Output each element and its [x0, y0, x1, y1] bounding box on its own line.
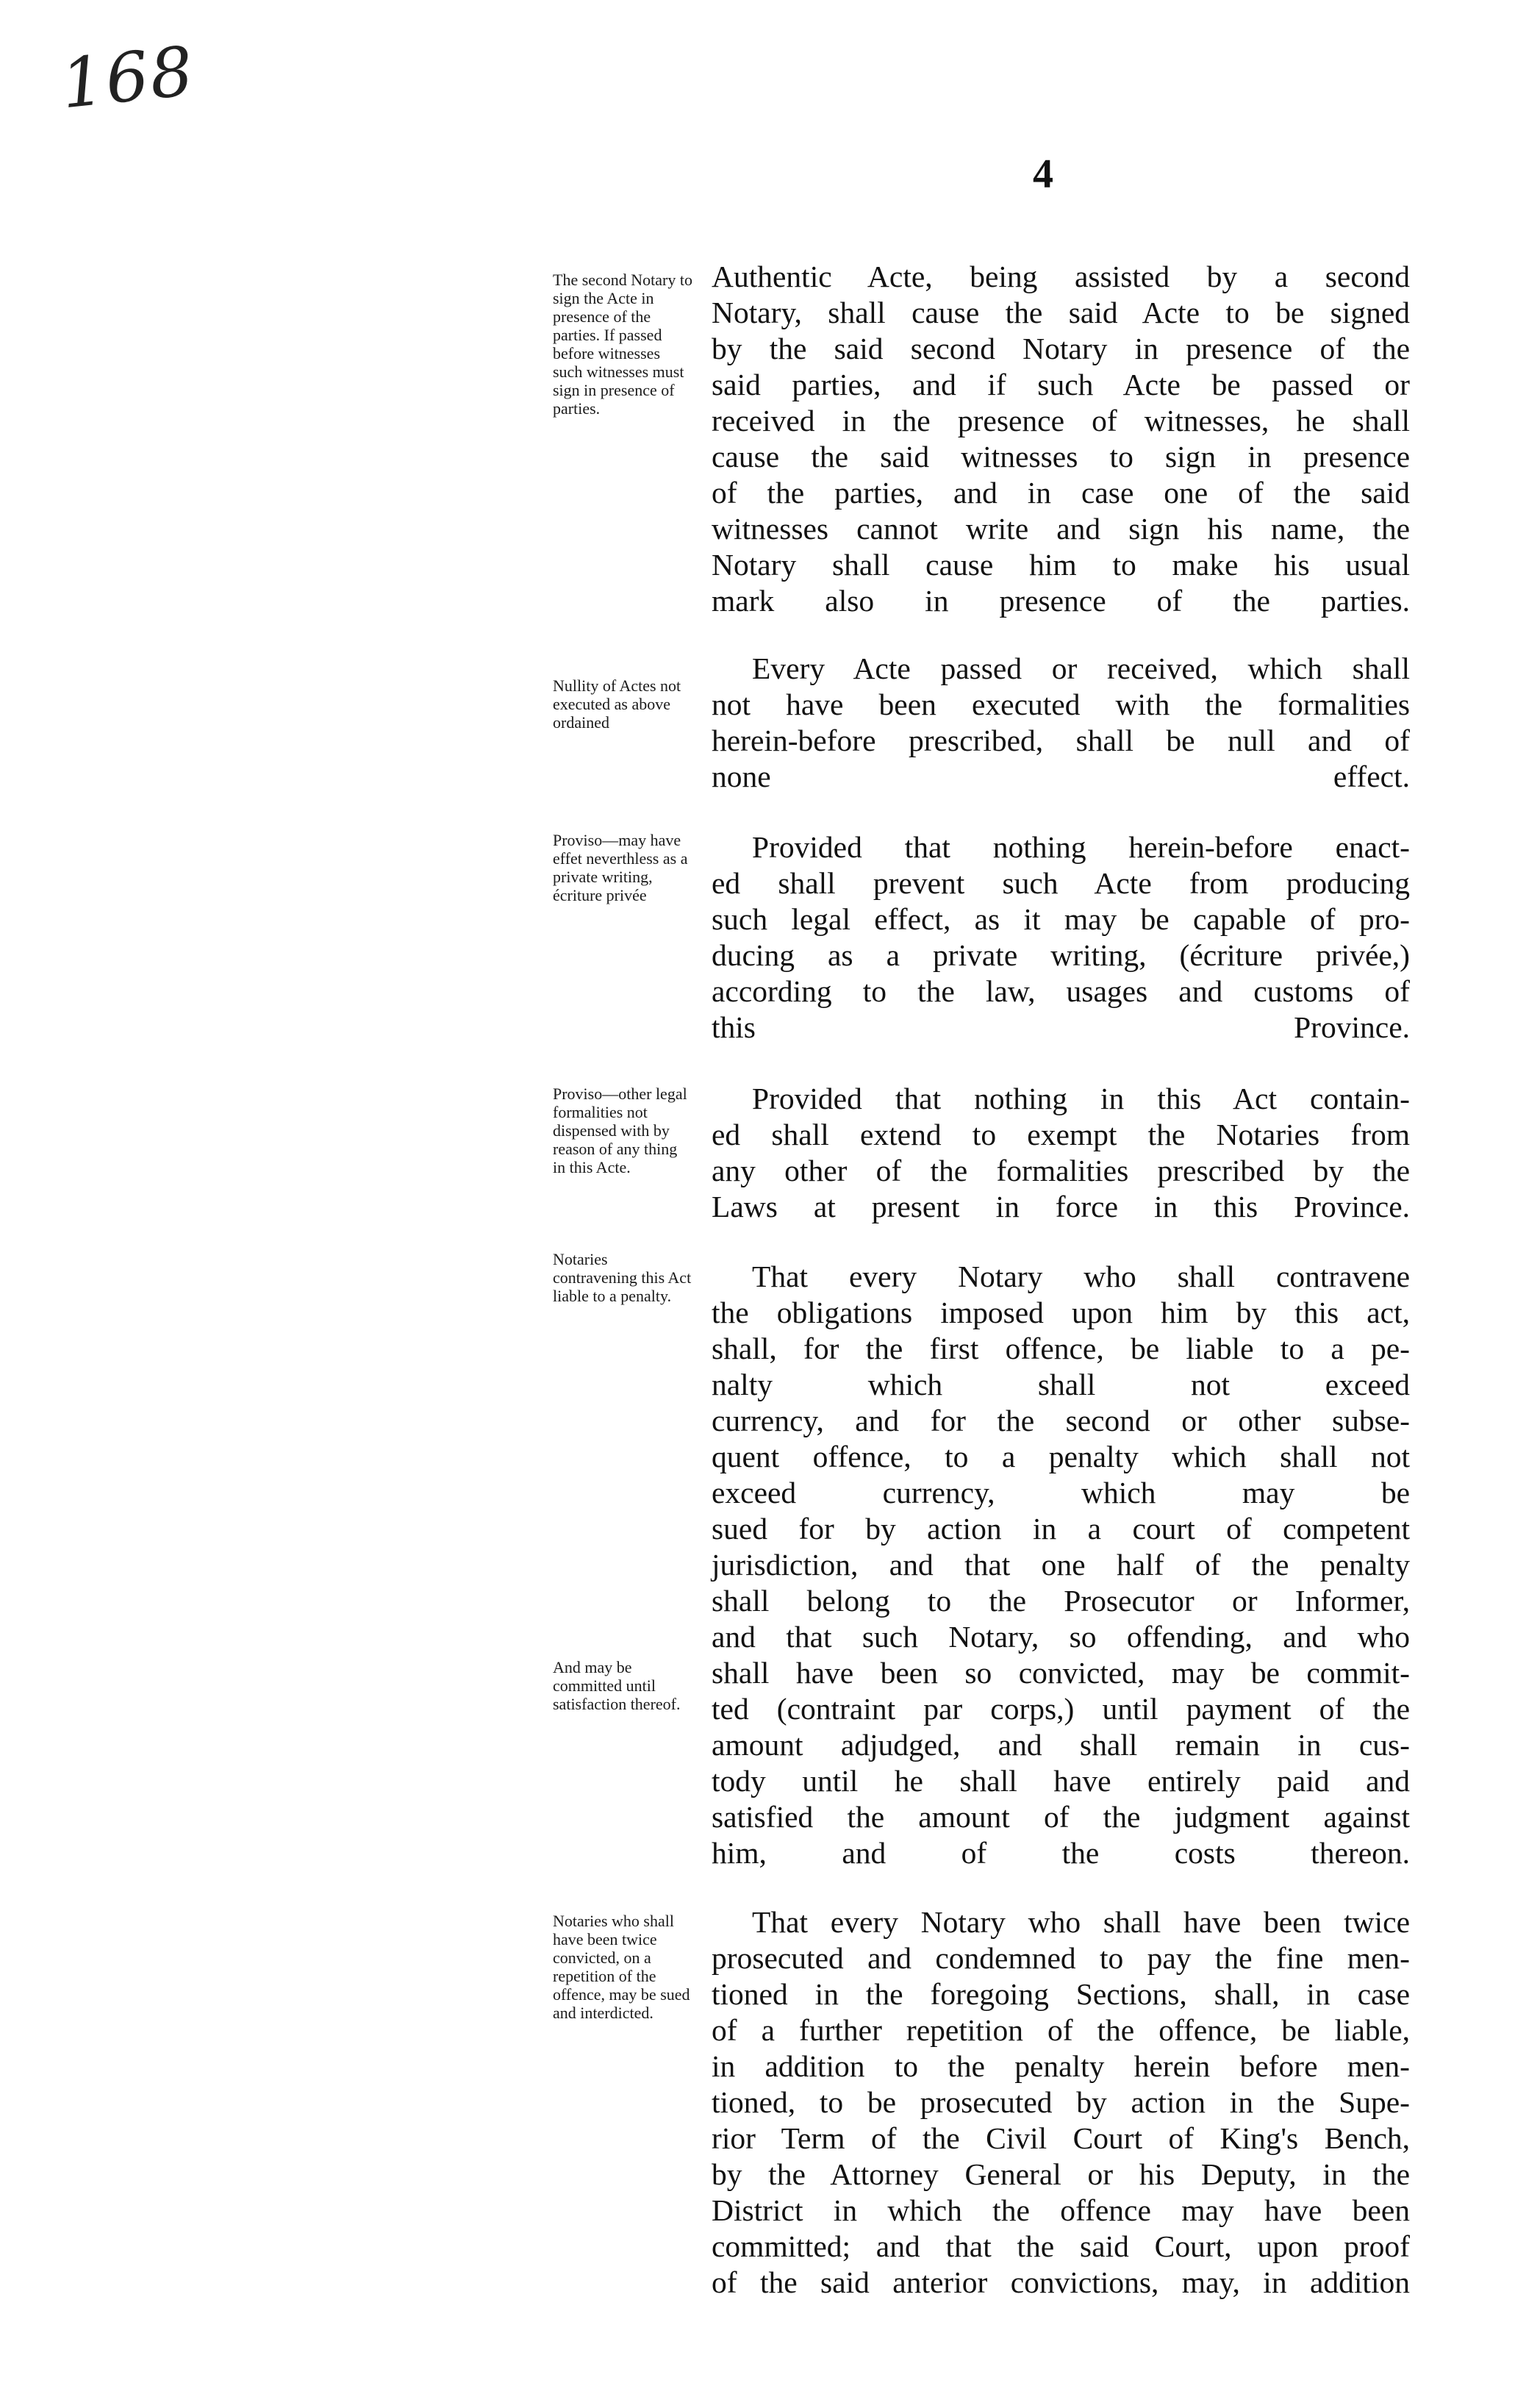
handwritten-folio-number: 168 — [57, 32, 198, 124]
body-line: any other of the formalities prescribed by the — [712, 1154, 1410, 1187]
body-line: and that such Notary, so offending, and who — [712, 1620, 1410, 1654]
margin-note: The second Notary to sign the Acte in presence of the parties. If passed before witnesses such witnesses must sign in presence of parties. — [553, 271, 692, 418]
margin-note: Notaries who shall have been twice convicted, on a repetition of the offence, may be sued and interdicted. — [553, 1912, 690, 2022]
margin-note: Proviso—may have effet neverthless as a private writing, écriture privée — [553, 831, 688, 904]
body-line: him, and of the costs thereon. — [712, 1836, 1410, 1870]
body-line: quent offence, to a penalty which shall not — [712, 1440, 1410, 1473]
margin-note: Notaries contravening this Act liable to a penalty. — [553, 1250, 692, 1305]
body-line: currency, and for the second or other subse- — [712, 1404, 1410, 1437]
body-line: mark also in presence of the parties. — [712, 584, 1410, 618]
body-line: tody until he shall have entirely paid and — [712, 1764, 1410, 1798]
section-body — [712, 1259, 1410, 1871]
body-line: shall have been so convicted, may be commit- — [712, 1656, 1410, 1690]
body-line: prosecuted and condemned to pay the fine men- — [712, 1941, 1410, 1975]
body-line: sued for by action in a court of competent — [712, 1512, 1410, 1546]
body-line: the obligations imposed upon him by this act, — [712, 1296, 1410, 1329]
body-line: committed; and that the said Court, upon proof — [712, 2229, 1410, 2263]
body-line: That every Notary who shall contravene — [752, 1260, 1410, 1293]
body-line: Provided that nothing in this Act contain- — [752, 1082, 1410, 1115]
body-line: Laws at present in force in this Province. — [712, 1190, 1410, 1223]
body-line: rior Term of the Civil Court of King's Bench, — [712, 2121, 1410, 2155]
body-line: shall belong to the Prosecutor or Informer, — [712, 1584, 1410, 1618]
body-line: Provided that nothing herein-before enact- — [752, 830, 1410, 864]
body-line: Notary shall cause him to make his usual — [712, 548, 1410, 582]
body-line: such legal effect, as it may be capable of pro- — [712, 902, 1410, 936]
body-line: said parties, and if such Acte be passed or — [712, 368, 1410, 401]
body-line: of the parties, and in case one of the said — [712, 476, 1410, 510]
body-line: ed shall prevent such Acte from producing — [712, 866, 1410, 900]
section-body — [712, 259, 1410, 619]
body-line: cause the said witnesses to sign in presence — [712, 440, 1410, 474]
body-line: received in the presence of witnesses, he shall — [712, 404, 1410, 437]
body-line: ducing as a private writing, (écriture privée,) — [712, 938, 1410, 972]
body-line: nalty which shall not exceed — [712, 1368, 1410, 1401]
section-body — [712, 651, 1410, 795]
body-line: jurisdiction, and that one half of the penalty — [712, 1548, 1410, 1582]
body-line: herein-before prescribed, shall be null and of — [712, 724, 1410, 757]
margin-note: Nullity of Actes not executed as above ordained — [553, 676, 681, 732]
body-line: amount adjudged, and shall remain in cus- — [712, 1728, 1410, 1762]
body-line: ted (contraint par corps,) until payment of the — [712, 1692, 1410, 1726]
body-line: tioned, to be prosecuted by action in the Supe- — [712, 2085, 1410, 2119]
body-line: District in which the offence may have been — [712, 2193, 1410, 2227]
body-line: by the Attorney General or his Deputy, in the — [712, 2157, 1410, 2191]
body-line: shall, for the first offence, be liable to a pe- — [712, 1332, 1410, 1365]
body-line: tioned in the foregoing Sections, shall, in case — [712, 1977, 1410, 2011]
body-line: this Province. — [712, 1010, 1410, 1044]
body-line: Every Acte passed or received, which shall — [752, 651, 1410, 685]
body-line: in addition to the penalty herein before men- — [712, 2049, 1410, 2083]
margin-note: Proviso—other legal formalities not dispensed with by reason of any thing in this Acte. — [553, 1085, 687, 1176]
body-line: according to the law, usages and customs of — [712, 974, 1410, 1008]
body-line: not have been executed with the formalities — [712, 687, 1410, 721]
body-line: ed shall extend to exempt the Notaries from — [712, 1118, 1410, 1151]
section-body — [712, 1081, 1410, 1225]
section-body — [712, 1904, 1410, 2301]
section-body — [712, 829, 1410, 1046]
body-line: satisfied the amount of the judgment against — [712, 1800, 1410, 1834]
body-line: Notary, shall cause the said Acte to be signed — [712, 296, 1410, 329]
body-line: exceed currency, which may be — [712, 1476, 1410, 1510]
body-line: by the said second Notary in presence of the — [712, 332, 1410, 365]
body-line: witnesses cannot write and sign his name, the — [712, 512, 1410, 546]
body-line: of the said anterior convictions, may, in addition — [712, 2265, 1410, 2299]
body-line: of a further repetition of the offence, be liable, — [712, 2013, 1410, 2047]
body-line: That every Notary who shall have been twice — [752, 1905, 1410, 1939]
body-line: Authentic Acte, being assisted by a second — [712, 260, 1410, 293]
page-number: 4 — [1033, 151, 1053, 197]
body-line: none effect. — [712, 760, 1410, 793]
margin-note-committal: And may be committed until satisfaction thereof. — [553, 1658, 681, 1713]
